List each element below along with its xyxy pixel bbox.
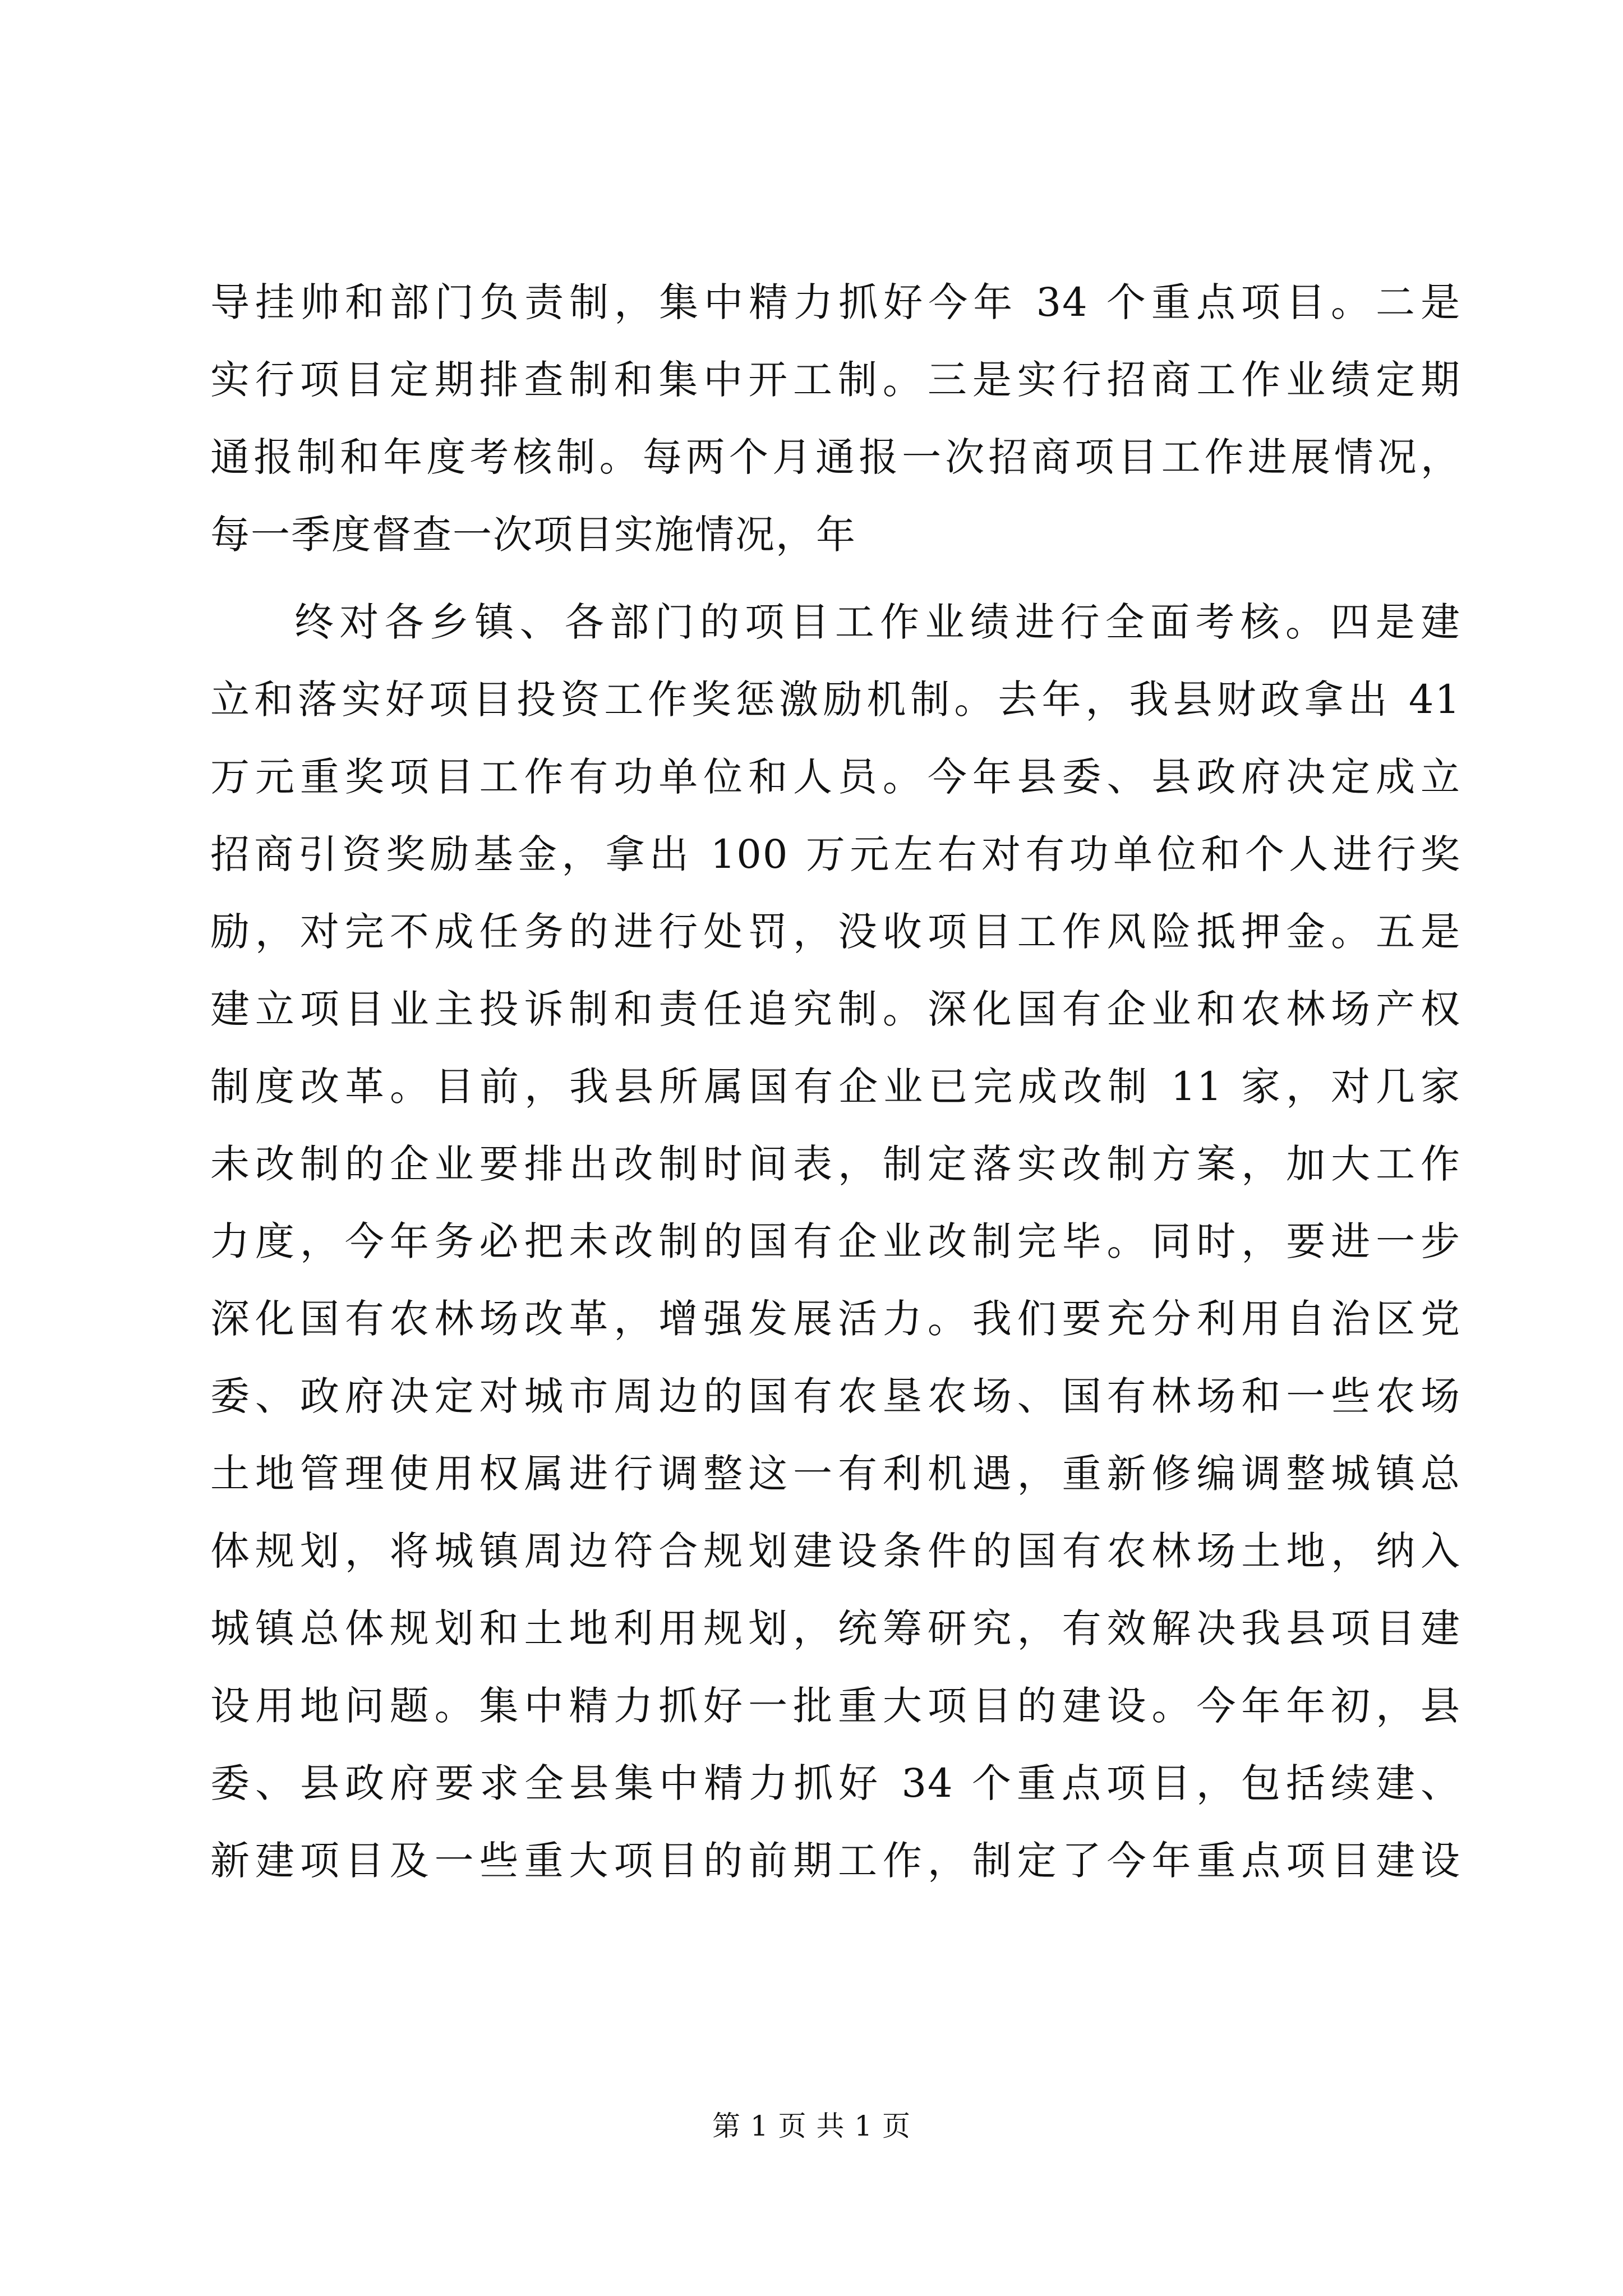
text-line-17: 体规划，将城镇周边符合规划建设条件的国有农林场土地，纳入 (210, 1528, 1461, 1574)
text-line-1: 导挂帅和部门负责制，集中精力抓好今年 34 个重点项目。二是 (210, 279, 1461, 325)
text-line-13: 力度，今年务必把未改制的国有企业改制完毕。同时，要进一步 (210, 1218, 1461, 1264)
text-line-8: 招商引资奖励基金，拿出 100 万元左右对有功单位和个人进行奖 (210, 831, 1461, 877)
text-line-20: 委、县政府要求全县集中精力抓好 34 个重点项目，包括续建、 (210, 1760, 1461, 1806)
text-line-19: 设用地问题。集中精力抓好一批重大项目的建设。今年年初，县 (210, 1683, 1461, 1729)
text-line-10: 建立项目业主投诉制和责任追究制。深化国有企业和农林场产权 (210, 986, 1461, 1032)
text-line-16: 土地管理使用权属进行调整这一有利机遇，重新修编调整城镇总 (210, 1451, 1461, 1497)
text-line-9: 励，对完不成任务的进行处罚，没收项目工作风险抵押金。五是 (210, 909, 1461, 955)
text-line-7: 万元重奖项目工作有功单位和人员。今年县委、县政府决定成立 (210, 754, 1461, 800)
text-line-12: 未改制的企业要排出改制时间表，制定落实改制方案，加大工作 (210, 1141, 1461, 1187)
text-line-21: 新建项目及一些重大项目的前期工作，制定了今年重点项目建设 (210, 1838, 1461, 1884)
page-number-footer: 第 1 页 共 1 页 (712, 2110, 911, 2142)
text-line-18: 城镇总体规划和土地利用规划，统筹研究，有效解决我县项目建 (210, 1605, 1461, 1651)
paragraph-gap (210, 573, 1461, 583)
text-line-15: 委、政府决定对城市周边的国有农垦农场、国有林场和一些农场 (210, 1373, 1461, 1419)
text-line-4: 每一季度督查一次项目实施情况，年 (210, 512, 856, 558)
text-line-6: 立和落实好项目投资工作奖惩激励机制。去年，我县财政拿出 41 (210, 677, 1461, 723)
text-line-2: 实行项目定期排查制和集中开工制。三是实行招商工作业绩定期 (210, 357, 1461, 403)
text-line-5: 终对各乡镇、各部门的项目工作业绩进行全面考核。四是建 (294, 599, 1461, 645)
text-line-11: 制度改革。目前，我县所属国有企业已完成改制 11 家，对几家 (210, 1064, 1461, 1110)
text-line-3: 通报制和年度考核制。每两个月通报一次招商项目工作进展情况， (210, 434, 1461, 480)
document-body (210, 264, 1461, 1899)
text-line-14: 深化国有农林场改革，增强发展活力。我们要充分利用自治区党 (210, 1296, 1461, 1342)
